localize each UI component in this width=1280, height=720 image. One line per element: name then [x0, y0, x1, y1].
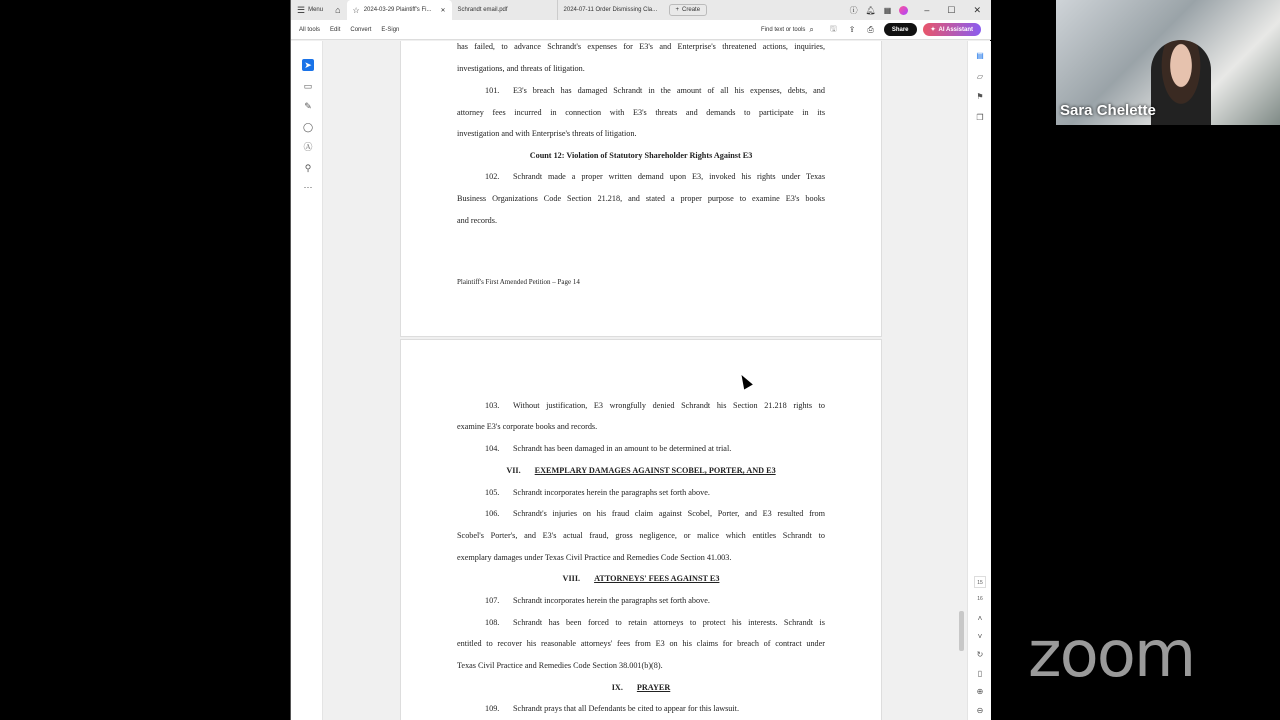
apps-icon[interactable]: ▦: [883, 5, 892, 15]
zoom-logo: zoom: [1028, 618, 1195, 692]
document-text-line: attorney fees incurred in connection with E3's threats and demands to participate in its: [457, 108, 825, 117]
total-pages: 16: [977, 596, 983, 602]
paragraph-text: Schrandt has been forced to retain attorneys to protect his interests. Schrandt is: [513, 618, 825, 627]
paragraph-number: 107.: [485, 596, 500, 605]
paragraph-number: 106.: [485, 509, 500, 518]
main-toolbar: [291, 20, 991, 40]
create-label: Create: [682, 7, 701, 13]
document-text-line: investigations, and threats of litigation.: [457, 64, 585, 73]
paragraph-number: 103.: [485, 401, 500, 410]
create-button[interactable]: + Create: [669, 4, 708, 16]
share-button[interactable]: Share: [884, 23, 917, 36]
document-viewer[interactable]: [324, 41, 956, 720]
maximize-button[interactable]: ☐: [947, 4, 956, 15]
previous-page-icon[interactable]: ˄: [977, 614, 983, 623]
paragraph-text: Without justification, E3 wrongfully denied Schrandt his Section 21.218 rights to: [513, 401, 825, 410]
home-icon[interactable]: ⌂: [335, 5, 341, 15]
stamp-icon[interactable]: ⚲: [304, 163, 312, 173]
close-window-button[interactable]: ✕: [973, 4, 981, 15]
vertical-scrollbar[interactable]: [957, 41, 966, 720]
find-text-button[interactable]: Find text or tools: [761, 26, 806, 33]
edit-menu[interactable]: Edit: [330, 26, 341, 33]
minimize-button[interactable]: –: [924, 5, 930, 15]
document-text-line: Scobel's Porter's, and E3's actual fraud, gross negligence, or malice which entitles Schrandt to: [457, 531, 825, 540]
participant-video: [1151, 40, 1211, 125]
tab-bar: [291, 0, 991, 20]
section-title: EXEMPLARY DAMAGES AGAINST SCOBEL, PORTER, AND E3: [534, 466, 776, 475]
tab-order-dismissing[interactable]: [557, 0, 667, 20]
comments-icon[interactable]: ▱: [976, 72, 984, 81]
ai-icon: ✦: [930, 27, 936, 33]
document-text-line: Texas Civil Practice and Remedies Code Section 38.001(b)(8).: [457, 661, 663, 670]
highlight-pen-icon[interactable]: ✎: [304, 101, 312, 111]
hamburger-icon: ☰: [297, 4, 306, 15]
bell-icon[interactable]: 🔔︎: [865, 5, 876, 15]
ai-assistant-button[interactable]: [923, 23, 981, 36]
page-footer: Plaintiff's First Amended Petition – Page 14: [457, 278, 580, 286]
print-icon[interactable]: ⎙: [867, 24, 874, 34]
tab-label: Schrandt email.pdf: [457, 7, 508, 13]
section-heading: [457, 683, 825, 693]
all-tools-menu[interactable]: All tools: [299, 26, 321, 33]
bookmarks-icon[interactable]: ⚑: [976, 92, 984, 101]
esign-menu[interactable]: E-Sign: [381, 26, 400, 33]
current-page-number[interactable]: 15: [974, 576, 986, 588]
text-tool-icon[interactable]: Ⓐ: [303, 142, 313, 152]
paragraph-number: 105.: [485, 488, 500, 497]
paragraph-text: Schrandt prays that all Defendants be cited to appear for this lawsuit.: [513, 704, 739, 713]
menu-label: Menu: [308, 7, 324, 13]
webcam-tile: [1056, 0, 1280, 125]
document-text-line: investigation and with Enterprise's threats of litigation.: [457, 129, 637, 138]
ai-label: AI Assistant: [938, 26, 973, 33]
more-tools-icon[interactable]: ⋯: [303, 182, 313, 192]
tab-label: 2024-07-11 Order Dismissing Cla...: [563, 7, 658, 13]
paragraph-text: Schrandt has been damaged in an amount to be determined at trial.: [513, 444, 732, 453]
close-tab-icon[interactable]: ✕: [440, 7, 446, 14]
lasso-icon[interactable]: ◯: [302, 122, 314, 132]
select-tool-icon[interactable]: ➤: [302, 59, 314, 71]
convert-menu[interactable]: Convert: [350, 26, 372, 33]
section-heading: [457, 466, 825, 476]
section-heading: [457, 574, 825, 584]
section-number: VII.: [506, 466, 521, 475]
section-title: ATTORNEYS' FEES AGAINST E3: [594, 574, 720, 583]
pdf-viewer-window: [290, 0, 990, 720]
pdf-page-15: [400, 339, 882, 720]
search-icon[interactable]: ⌕: [809, 24, 814, 34]
paragraph-text: E3's breach has damaged Schrandt in the amount of all his expenses, debts, and: [513, 86, 825, 95]
fit-page-icon[interactable]: ▯: [977, 669, 983, 678]
paragraph-number: 102.: [485, 172, 500, 181]
paragraph-text: Schrandt's injuries on his fraud claim against Scobel, Porter, and E3 resulted from: [513, 509, 825, 518]
paragraph-number: 108.: [485, 618, 500, 627]
document-text-line: Business Organizations Code Section 21.218, and stated a proper purpose to examine E3's books: [457, 194, 825, 203]
paragraph-text: Schrandt incorporates herein the paragraphs set forth above.: [513, 596, 710, 605]
paragraph-number: 104.: [485, 444, 500, 453]
profile-icon[interactable]: [899, 6, 908, 15]
paragraph-number: 109.: [485, 704, 500, 713]
section-title: PRAYER: [636, 683, 671, 692]
properties-icon[interactable]: ▤: [976, 51, 984, 60]
document-text-line: has failed, to advance Schrandt's expenses for E3's and Enterprise's threatened actions, inquiries,: [457, 42, 825, 51]
next-page-icon[interactable]: ˅: [977, 632, 983, 641]
paragraph-number: 101.: [485, 86, 500, 95]
tab-plaintiffs-petition[interactable]: [347, 0, 452, 20]
document-text-line: entitled to recover his reasonable attorneys' fees from E3 on his claims for breach of contract under: [457, 639, 825, 648]
help-icon[interactable]: ⓘ: [849, 5, 858, 15]
paragraph-text: Schrandt made a proper written demand upon E3, invoked his rights under Texas: [513, 172, 825, 181]
left-tool-rail: [291, 41, 323, 720]
participant-name: Sara Chelette: [1060, 102, 1156, 119]
zoom-out-icon[interactable]: ⊖: [976, 706, 984, 715]
comment-tool-icon[interactable]: ▭: [303, 81, 313, 91]
scrollbar-thumb[interactable]: [959, 611, 964, 651]
pages-icon[interactable]: ❐: [976, 113, 984, 122]
document-text-line: exemplary damages under Texas Civil Practice and Remedies Code Section 41.003.: [457, 553, 732, 562]
paragraph-text: Schrandt incorporates herein the paragraphs set forth above.: [513, 488, 710, 497]
zoom-in-icon[interactable]: ⊕: [976, 687, 984, 696]
save-icon[interactable]: 🖫: [829, 23, 837, 33]
section-number: IX.: [611, 683, 623, 692]
upload-icon[interactable]: ⇪: [848, 25, 856, 34]
tab-schrandt-email[interactable]: [452, 0, 557, 20]
pdf-page-14: [400, 41, 882, 337]
section-heading: Count 12: Violation of Statutory Shareholder Rights Against E3: [529, 151, 753, 160]
document-text-line: and records.: [457, 216, 498, 225]
star-icon: ☆: [352, 5, 360, 15]
menu-button[interactable]: [291, 0, 329, 20]
document-text-line: examine E3's corporate books and records.: [457, 422, 598, 431]
rotate-icon[interactable]: ↻: [976, 650, 984, 659]
right-panel-rail: [967, 41, 991, 720]
section-number: VIII.: [562, 574, 581, 583]
tab-label: 2024-03-29 Plaintiff's Fi...: [363, 7, 432, 13]
